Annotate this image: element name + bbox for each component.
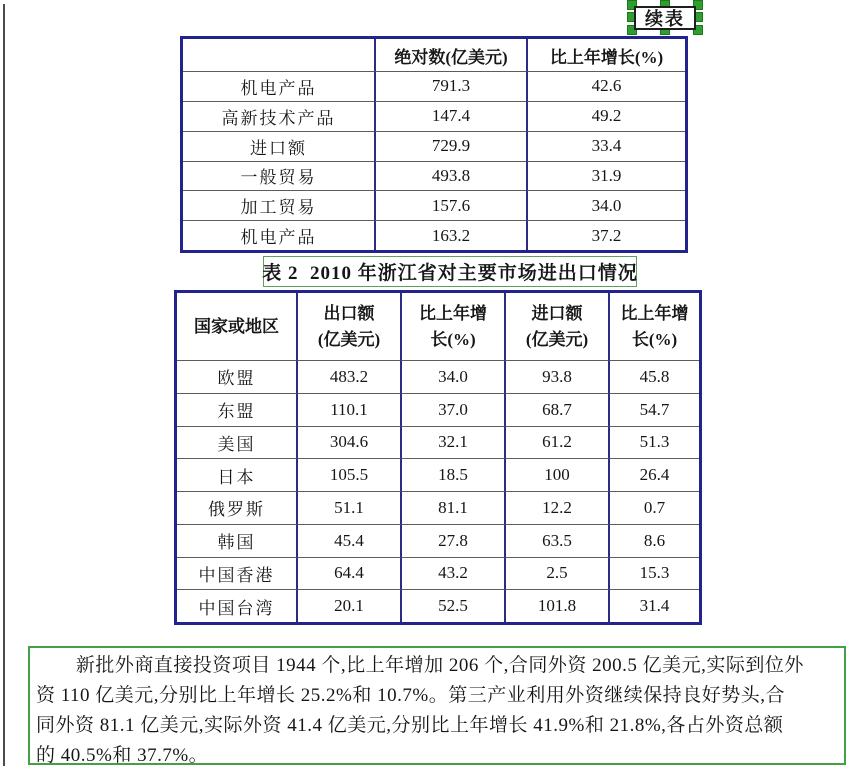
table1-row-label: 进口额 [183, 131, 374, 161]
table2-cell: 61.2 [504, 426, 608, 459]
table2-caption-text: 表 2 2010 年浙江省对主要市场进出口情况 [262, 263, 638, 284]
table2-cell: 81.1 [400, 491, 504, 524]
table2-cell: 2.5 [504, 557, 608, 590]
table2-cell: 34.0 [400, 360, 504, 393]
table2-row-region: 东盟 [177, 393, 296, 426]
header-line: 进口额 [531, 303, 583, 323]
table2-markets [174, 290, 702, 625]
table2-cell: 0.7 [608, 491, 699, 524]
table2-cell: 15.3 [608, 557, 699, 590]
table2-cell: 32.1 [400, 426, 504, 459]
table1-cell: 163.2 [374, 220, 526, 250]
page-edge-line [3, 4, 5, 766]
table1-row-label: 机电产品 [183, 71, 374, 101]
table2-cell: 68.7 [504, 393, 608, 426]
table2-cell: 20.1 [296, 589, 400, 622]
header-line: 国家或地区 [194, 316, 279, 336]
table2-row-region: 中国香港 [177, 557, 296, 590]
table1-cell: 729.9 [374, 131, 526, 161]
table2-cell: 26.4 [608, 458, 699, 491]
table1-cell: 49.2 [526, 101, 685, 131]
header-line: 出口额 [323, 303, 375, 323]
paragraph-line: 的 40.5%和 37.7%。 [36, 745, 209, 765]
table2-cell: 37.0 [400, 393, 504, 426]
table2-cell: 100 [504, 458, 608, 491]
table2-cell: 52.5 [400, 589, 504, 622]
continued-table-text: 续表 [634, 6, 696, 30]
table1-row-label: 加工贸易 [183, 190, 374, 220]
table2-row-region: 韩国 [177, 524, 296, 557]
table2-row-region: 美国 [177, 426, 296, 459]
table2-cell: 51.1 [296, 491, 400, 524]
header-line: 长(%) [430, 329, 476, 349]
table2-row-region: 俄罗斯 [177, 491, 296, 524]
table1-header-blank [183, 39, 374, 71]
table2-cell: 27.8 [400, 524, 504, 557]
table2-cell: 110.1 [296, 393, 400, 426]
table2-cell: 51.3 [608, 426, 699, 459]
table2-header-export-growth [400, 293, 504, 360]
table1-header-growth: 比上年增长(%) [526, 39, 685, 71]
table1-row-label: 高新技术产品 [183, 101, 374, 131]
table2-cell: 483.2 [296, 360, 400, 393]
paragraph-line: 同外资 81.1 亿美元,实际外资 41.4 亿美元,分别比上年增长 41.9%和 21.8%,各占外资总额 [36, 715, 784, 736]
table1-cell: 147.4 [374, 101, 526, 131]
table2-header-import-growth [608, 293, 699, 360]
table2-header-import [504, 293, 608, 360]
table2-cell: 45.4 [296, 524, 400, 557]
table1-cell: 157.6 [374, 190, 526, 220]
table2-header-export [296, 293, 400, 360]
table2-header-region [177, 293, 296, 360]
fdi-paragraph-box [28, 646, 846, 765]
table2-cell: 304.6 [296, 426, 400, 459]
header-line: 长(%) [631, 329, 678, 349]
table2-row-region: 日本 [177, 458, 296, 491]
table2-cell: 101.8 [504, 589, 608, 622]
table1-continued [180, 36, 688, 253]
table2-cell: 31.4 [608, 589, 699, 622]
table1-row-label: 机电产品 [183, 220, 374, 250]
table1-header-absolute: 绝对数(亿美元) [374, 39, 526, 71]
table1-cell: 791.3 [374, 71, 526, 101]
paragraph-line: 资 110 亿美元,分别比上年增长 25.2%和 10.7%。第三产业利用外资继续保持良好势头,合 [36, 685, 785, 706]
table2-cell: 54.7 [608, 393, 699, 426]
continued-table-label[interactable] [629, 2, 701, 33]
table2-cell: 8.6 [608, 524, 699, 557]
table2-cell: 12.2 [504, 491, 608, 524]
table2-cell: 64.4 [296, 557, 400, 590]
table2-cell: 93.8 [504, 360, 608, 393]
table1-cell: 31.9 [526, 161, 685, 191]
table2-row-region: 欧盟 [177, 360, 296, 393]
table1-row-label: 一般贸易 [183, 161, 374, 191]
table1-cell: 37.2 [526, 220, 685, 250]
table2-cell: 105.5 [296, 458, 400, 491]
table1-cell: 34.0 [526, 190, 685, 220]
table2-cell: 43.2 [400, 557, 504, 590]
table2-cell: 18.5 [400, 458, 504, 491]
header-line: (亿美元) [317, 329, 381, 349]
paragraph-line: 新批外商直接投资项目 1944 个,比上年增加 206 个,合同外资 200.5 亿美元,实际到位外 [75, 655, 804, 676]
header-line: (亿美元) [525, 329, 589, 349]
table2-row-region: 中国台湾 [177, 589, 296, 622]
table1-cell: 33.4 [526, 131, 685, 161]
table2-caption [263, 256, 637, 287]
table2-cell: 63.5 [504, 524, 608, 557]
header-line: 比上年增 [419, 303, 487, 323]
table2-cell: 45.8 [608, 360, 699, 393]
table1-cell: 493.8 [374, 161, 526, 191]
header-line: 比上年增 [620, 303, 689, 323]
table1-cell: 42.6 [526, 71, 685, 101]
